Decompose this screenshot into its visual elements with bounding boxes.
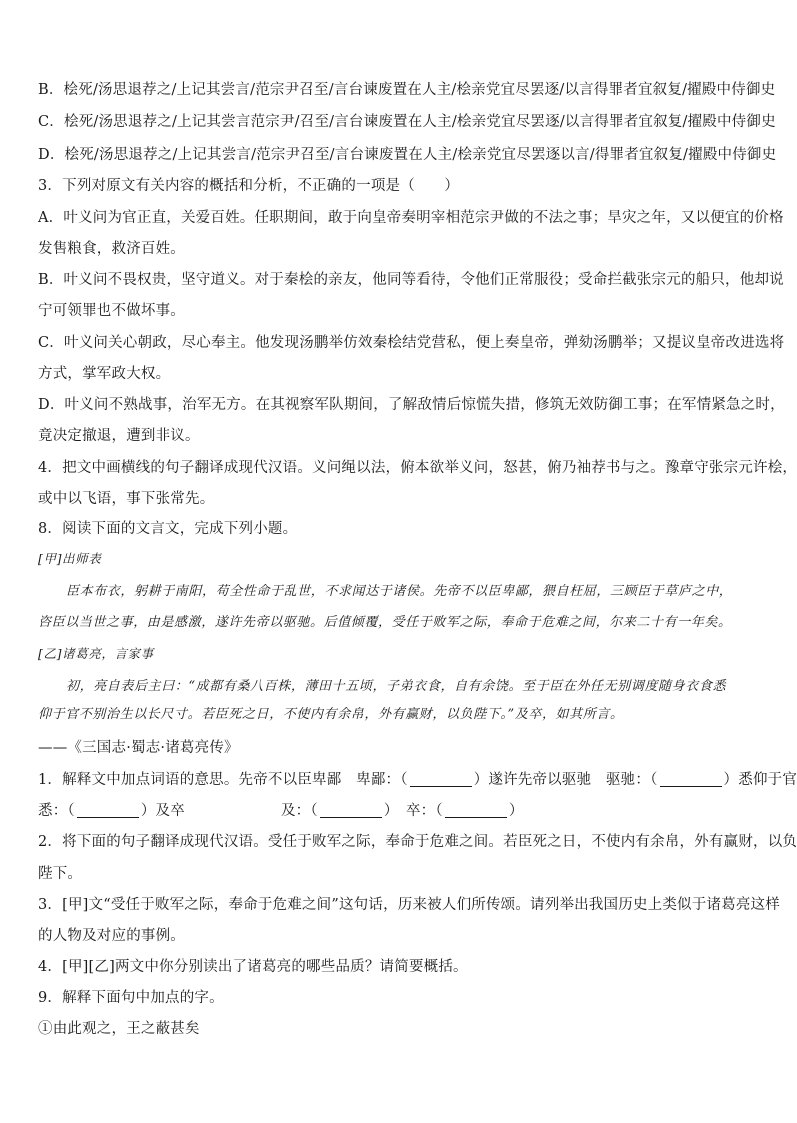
question-9-item-1: ①由此观之，王之蔽甚矣: [38, 1021, 200, 1037]
passage-yi-line: 初，亮自表后主曰：“成都有桑八百株，薄田十五顷，子弟衣食，自有余饶。至于臣在外任无别调度随身衣食悉: [66, 679, 727, 694]
option-c-line: C．桧死/汤思退荐之/上记其尝言范宗尹/召至/言台谏废置在人主/桧亲党宜尽罢逐/以言得罪者宜叙复/擢殿中侍御史: [38, 114, 776, 130]
q3-option-a: A．叶义问为官正直，关爱百姓。任职期间，敢于向皇帝奏明宰相范宗尹做的不法之事；旱灾之年，又以便宜的价格: [38, 210, 784, 226]
answer-blank[interactable]: [77, 803, 139, 818]
question-3b: 3．[甲]文“受任于败军之际，奉命于危难之间”这句话，历来被人们所传颂。请列举出我国历史上类似于诸葛亮这样: [38, 897, 780, 913]
question-4b: 4．[甲][乙]两文中你分别读出了诸葛亮的哪些品质？请简要概括。: [38, 959, 468, 975]
question-1-line-1: [38, 770, 797, 790]
q1-text: ）: [508, 803, 524, 819]
question-4-cont: 或中以飞语，事下张常先。: [38, 491, 215, 507]
q3-option-b-cont: 宁可领罪也不做坏事。: [38, 303, 185, 319]
question-2: 2．将下面的句子翻译成现代汉语。受任于败军之际，奉命于危难之间。若臣死之日，不使内有余帛，外有赢财，以负: [38, 834, 797, 850]
question-1-line-2: [38, 801, 758, 821]
option-d-line: D．桧死/汤思退荐之/上记其尝言/范宗尹召至/言台谏废置在人主/桧亲党宜尽罢逐以言/得罪者宜叙复/擢殿中侍御史: [38, 147, 777, 163]
q1-text: 1．解释文中加点词语的意思。先帝不以臣卑鄙 卑鄙：（: [38, 772, 408, 788]
q1-text: ）悉仰于官: [723, 772, 797, 788]
passage-jia-line: 咨臣以当世之事，由是感激，遂许先帝以驱驰。后值倾覆，受任于败军之际，奉命于危难之间，尔来二十有一年矣。: [38, 615, 732, 630]
q1-text: 悉：（: [38, 803, 75, 819]
q3-option-b: B．叶义问不畏权贵，坚守道义。对于秦桧的亲友，他同等看待，令他们正常服役；受命拦截张宗元的船只，他却说: [38, 272, 784, 288]
answer-blank[interactable]: [445, 803, 507, 818]
q1-text: 及：（: [280, 803, 318, 819]
q3-option-d-cont: 竟决定撤退，遭到非议。: [38, 428, 200, 444]
q1-text: ）及卒: [140, 803, 185, 819]
passage-jia-label: [甲]出师表: [38, 551, 102, 566]
question-8-stem: 8．阅读下面的文言文，完成下列小题。: [38, 521, 298, 537]
q3-option-c: C．叶义问关心朝政，尽心奉主。他发现汤鹏举仿效秦桧结党营私，便上奏皇帝，弹劾汤鹏举；又提议皇帝改进选将: [38, 335, 785, 351]
option-b-line: B．桧死/汤思退荐之/上记其尝言/范宗尹召至/言台谏废置在人主/桧亲党宜尽罢逐/以言得罪者宜叙复/擢殿中侍御史: [38, 82, 776, 98]
question-9: 9．解释下面句中加点的字。: [38, 990, 224, 1006]
answer-blank[interactable]: [410, 772, 472, 787]
q3-option-c-cont: 方式，掌军政大权。: [38, 366, 171, 382]
passage-yi-line: 仰于官不别治生以长尺寸。若臣死之日，不使内有余帛，外有赢财，以负陛下。”及卒，如其所言。: [38, 707, 624, 722]
passage-yi-label: [乙]诸葛亮，言家事: [38, 646, 154, 661]
q1-text: ）遂许先帝以驱驰 驱驰：（: [473, 772, 658, 788]
passage-source: ——《三国志·蜀志·诸葛亮传》: [38, 740, 239, 756]
q3-option-d: D．叶义问不熟战事，治军无方。在其视察军队期间，了解敌情后惊慌失措，修筑无效防御工事；在军情紧急之时，: [38, 397, 785, 413]
q3-option-a-cont: 发售粮食，救济百姓。: [38, 241, 185, 257]
passage-jia-line: 臣本布衣，躬耕于南阳，苟全性命于乱世，不求闻达于诸侯。先帝不以臣卑鄙，猥自枉屈，三顾臣于草庐之中，: [66, 584, 733, 599]
answer-blank[interactable]: [660, 772, 722, 787]
q1-text: ） 卒：（: [383, 803, 443, 819]
question-4: 4．把文中画横线的句子翻译成现代汉语。义问绳以法，俯本欲举义问，怒甚，俯乃袖荐书与之。豫章守张宗元许桧，: [38, 460, 797, 476]
question-3-stem: 3．下列对原文有关内容的概括和分析，不正确的一项是（ ）: [38, 178, 460, 194]
question-2-cont: 陛下。: [38, 866, 83, 882]
answer-blank[interactable]: [320, 803, 382, 818]
question-3b-cont: 的人物及对应的事例。: [38, 928, 185, 944]
